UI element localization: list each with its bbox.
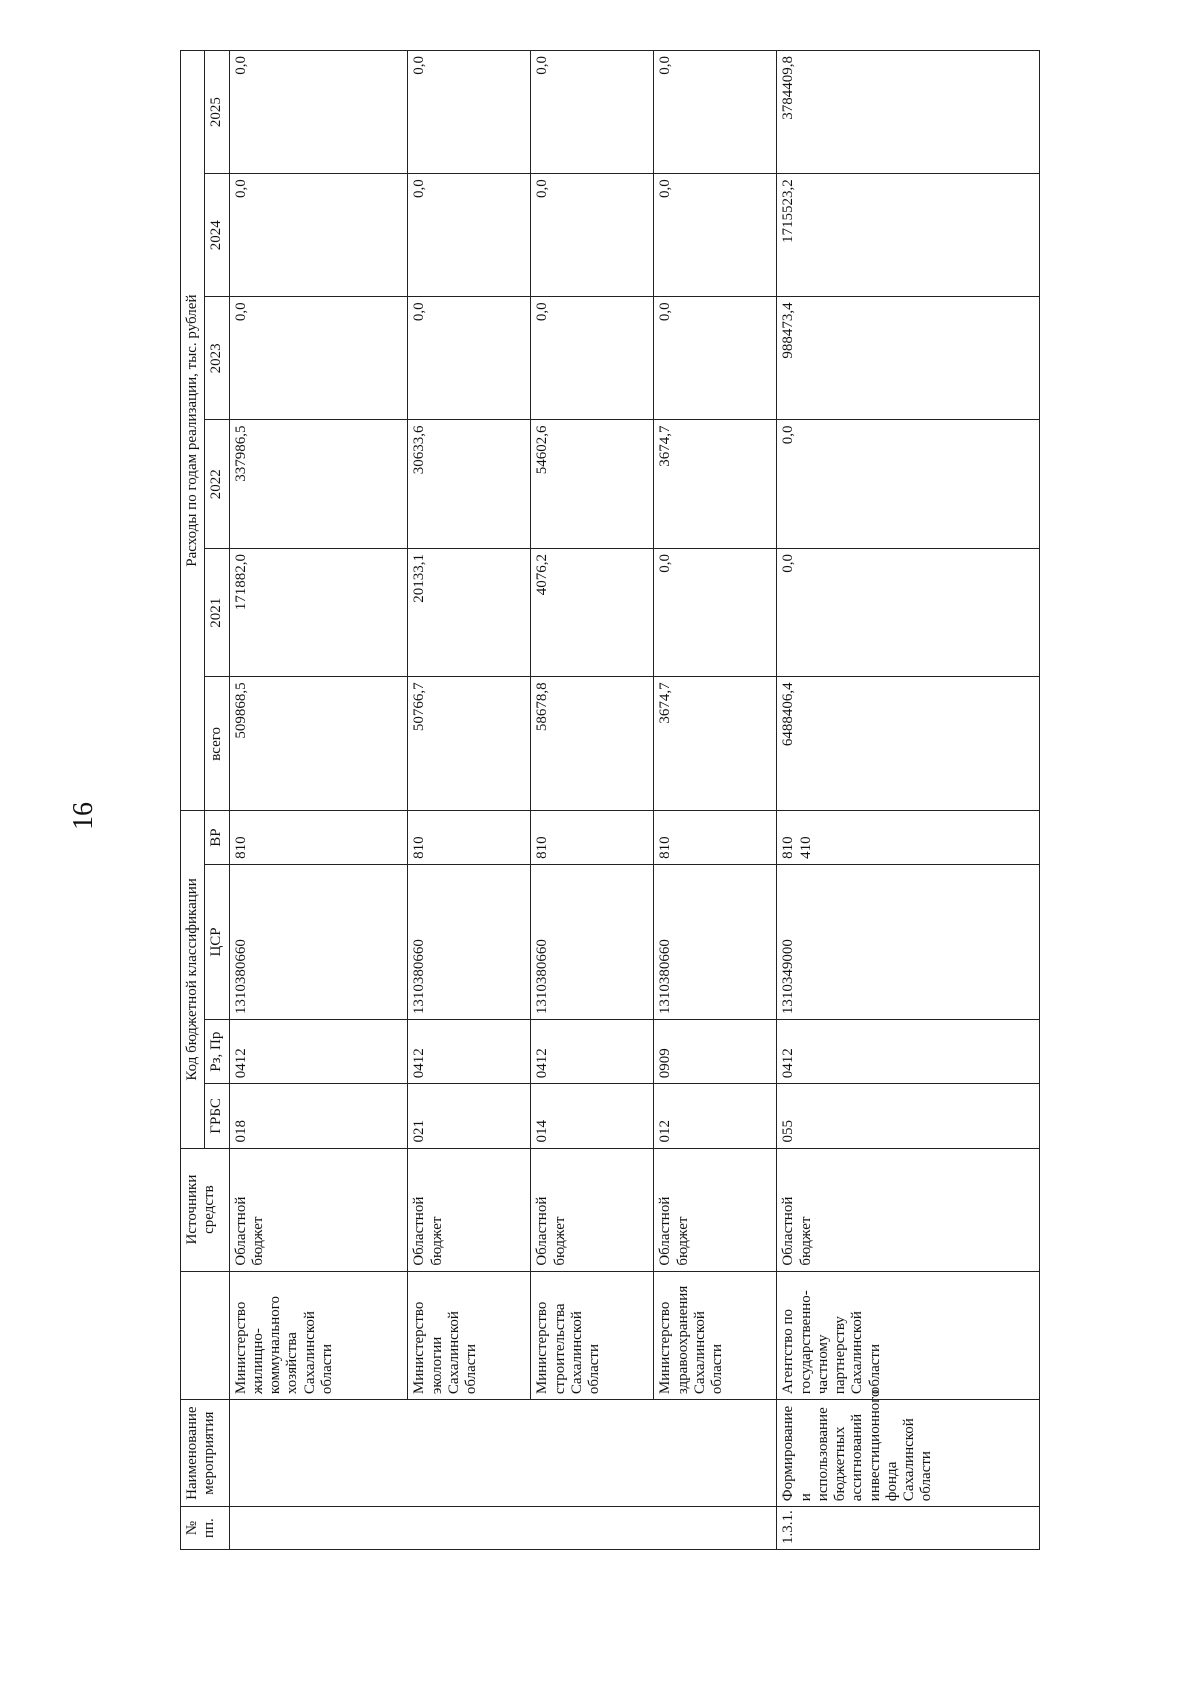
header-total: всего <box>205 677 229 811</box>
cell-total: 58678,8 <box>531 677 654 811</box>
cell-source: Областной бюджет <box>229 1148 408 1271</box>
header-year-2023: 2023 <box>205 297 229 420</box>
cell-no: 1.3.1. <box>777 1507 1040 1550</box>
cell-grbs: 012 <box>654 1084 777 1148</box>
cell-2025: 0,0 <box>229 51 408 174</box>
cell-vr: 810 <box>531 811 654 865</box>
page-number: 16 <box>68 802 99 830</box>
cell-source: Областной бюджет <box>654 1148 777 1271</box>
cell-executor: Министерство экологии Сахалинской области <box>408 1271 531 1399</box>
cell-executor: Агентство по государственно-частному партнерству Сахалинской области <box>777 1271 1040 1399</box>
header-vr: ВР <box>205 811 229 865</box>
cell-source: Областной бюджет <box>777 1148 1040 1271</box>
cell-total: 509868,5 <box>229 677 408 811</box>
header-csr: ЦСР <box>205 864 229 1019</box>
header-year-2021: 2021 <box>205 548 229 676</box>
cell-2023: 0,0 <box>531 297 654 420</box>
budget-table <box>180 50 1040 1550</box>
cell-rzpr: 0412 <box>229 1020 408 1084</box>
cell-2022: 30633,6 <box>408 420 531 548</box>
cell-source: Областной бюджет <box>531 1148 654 1271</box>
cell-csr: 1310380660 <box>654 864 777 1019</box>
cell-rzpr: 0412 <box>777 1020 1040 1084</box>
cell-2021: 4076,2 <box>531 548 654 676</box>
cell-name <box>229 1400 777 1507</box>
cell-2021: 0,0 <box>654 548 777 676</box>
cell-2024: 0,0 <box>654 174 777 297</box>
cell-vr: 810 <box>408 811 531 865</box>
header-executor <box>181 1271 230 1399</box>
cell-2023: 0,0 <box>229 297 408 420</box>
cell-executor: Министерство строительства Сахалинской области <box>531 1271 654 1399</box>
cell-2021: 171882,0 <box>229 548 408 676</box>
cell-rzpr: 0412 <box>408 1020 531 1084</box>
cell-grbs: 014 <box>531 1084 654 1148</box>
cell-vr: 810 410 <box>777 811 1040 865</box>
cell-2024: 1715523,2 <box>777 174 1040 297</box>
header-row-1 <box>181 51 205 1550</box>
table-row <box>229 51 408 1550</box>
cell-2023: 988473,4 <box>777 297 1040 420</box>
table-row <box>408 51 531 1550</box>
cell-2024: 0,0 <box>531 174 654 297</box>
cell-2025: 0,0 <box>408 51 531 174</box>
cell-csr: 1310380660 <box>229 864 408 1019</box>
cell-grbs: 021 <box>408 1084 531 1148</box>
header-source: Источники средств <box>181 1148 230 1271</box>
cell-2022: 54602,6 <box>531 420 654 548</box>
cell-source: Областной бюджет <box>408 1148 531 1271</box>
cell-vr: 810 <box>229 811 408 865</box>
cell-2025: 0,0 <box>654 51 777 174</box>
cell-2022: 3674,7 <box>654 420 777 548</box>
header-budget-code: Код бюджетной классификации <box>181 811 205 1148</box>
cell-2024: 0,0 <box>229 174 408 297</box>
header-grbs: ГРБС <box>205 1084 229 1148</box>
cell-vr: 810 <box>654 811 777 865</box>
cell-executor: Министерство жилищно-коммунального хозяйства Сахалинской области <box>229 1271 408 1399</box>
cell-2023: 0,0 <box>408 297 531 420</box>
table-row <box>531 51 654 1550</box>
cell-total: 6488406,4 <box>777 677 1040 811</box>
cell-grbs: 055 <box>777 1084 1040 1148</box>
cell-executor: Министерство здравоохранения Сахалинской области <box>654 1271 777 1399</box>
table-row <box>777 51 1040 1550</box>
cell-csr: 1310380660 <box>408 864 531 1019</box>
cell-2024: 0,0 <box>408 174 531 297</box>
header-year-2022: 2022 <box>205 420 229 548</box>
header-expenses: Расходы по годам реализации, тыс. рублей <box>181 51 205 811</box>
header-name: Наименование мероприятия <box>181 1400 230 1507</box>
cell-2021: 0,0 <box>777 548 1040 676</box>
cell-2025: 3784409,8 <box>777 51 1040 174</box>
cell-no <box>229 1507 777 1550</box>
cell-csr: 1310349000 <box>777 864 1040 1019</box>
cell-2021: 20133,1 <box>408 548 531 676</box>
cell-total: 50766,7 <box>408 677 531 811</box>
cell-2023: 0,0 <box>654 297 777 420</box>
header-year-2025: 2025 <box>205 51 229 174</box>
table-row <box>654 51 777 1550</box>
header-year-2024: 2024 <box>205 174 229 297</box>
cell-name: Формирование и использование бюджетных ассигнований инвестиционного фонда Сахалинской области <box>777 1400 1040 1507</box>
cell-2022: 0,0 <box>777 420 1040 548</box>
header-rzpr: Рз, Пр <box>205 1020 229 1084</box>
header-no: № пп. <box>181 1507 230 1550</box>
cell-2025: 0,0 <box>531 51 654 174</box>
cell-csr: 1310380660 <box>531 864 654 1019</box>
cell-total: 3674,7 <box>654 677 777 811</box>
cell-2022: 337986,5 <box>229 420 408 548</box>
cell-rzpr: 0412 <box>531 1020 654 1084</box>
rotated-table-container <box>180 50 1040 1550</box>
cell-grbs: 018 <box>229 1084 408 1148</box>
cell-rzpr: 0909 <box>654 1020 777 1084</box>
